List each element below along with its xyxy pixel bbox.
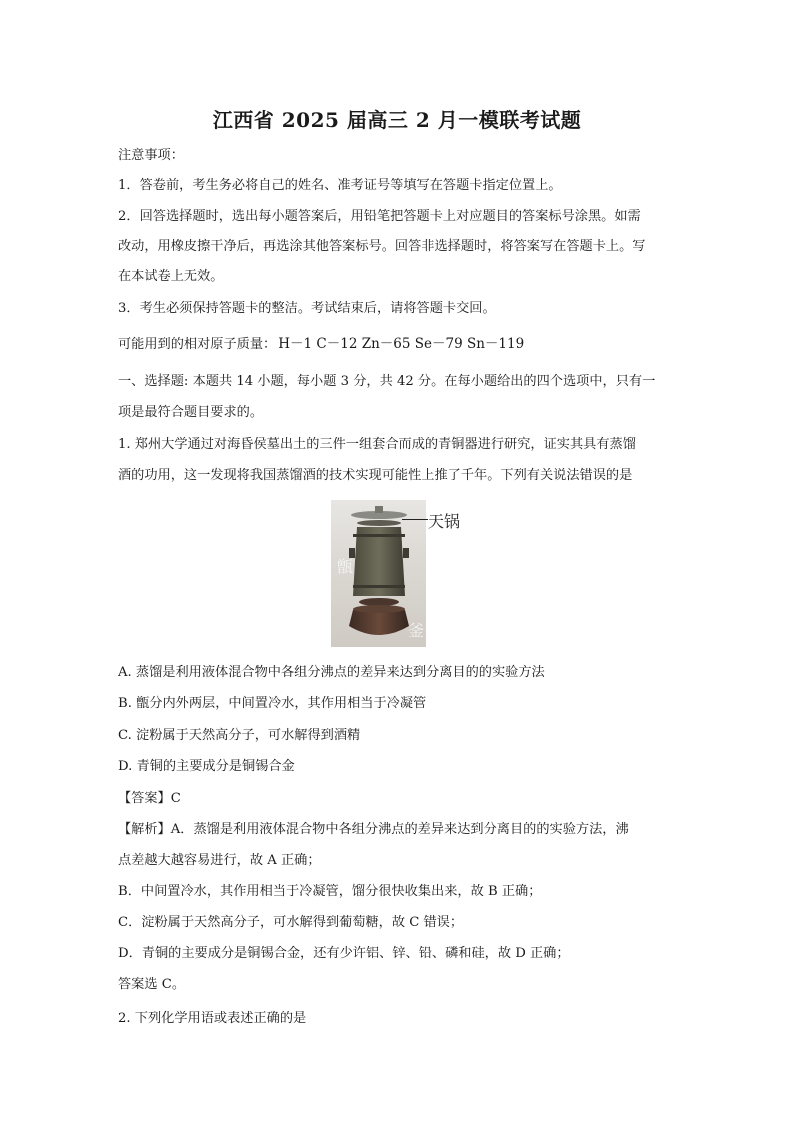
q1-analysis-5: D．青铜的主要成分是铜锡合金，还有少许铝、锌、铅、磷和硅，故 D 正确；	[118, 946, 570, 961]
label-leader-line	[402, 519, 428, 520]
q1-answer: 【答案】C	[118, 791, 181, 806]
q1-option-b: B. 甑分内外两层，中间置冷水，其作用相当于冷凝管	[118, 696, 427, 711]
atomic-masses-formula: H－1 C－12 Zn－65 Se－79 Sn－119	[278, 336, 525, 352]
q1-option-a: A. 蒸馏是利用液体混合物中各组分沸点的差异来达到分离目的的实验方法	[118, 665, 545, 680]
notice-item-3: 3．考生必须保持答题卡的整洁。考试结束后，请将答题卡交回。	[118, 301, 496, 316]
label-fu: 釜	[408, 621, 425, 640]
section-heading-cont: 项是最符合题目要求的。	[118, 405, 264, 420]
label-zeng: 甑	[337, 557, 354, 576]
notice-heading: 注意事项：	[118, 148, 184, 163]
q1-stem-line2: 酒的功用，这一发现将我国蒸馏酒的技术实现可能性上推了千年。下列有关说法错误的是	[118, 468, 633, 483]
q1-stem-line1: 1. 郑州大学通过对海昏侯墓出土的三件一组套合而成的青铜器进行研究，证实其具有蒸馏	[118, 437, 636, 452]
q2-stem: 2. 下列化学用语或表述正确的是	[118, 1011, 307, 1026]
q1-analysis-3: B．中间置冷水，其作用相当于冷凝管，馏分很快收集出来，故 B 正确；	[118, 884, 542, 899]
q1-option-d: D. 青铜的主要成分是铜锡合金	[118, 759, 295, 774]
q1-analysis-2: 点差越大越容易进行，故 A 正确；	[118, 853, 321, 868]
notice-item-2: 2．回答选择题时，选出每小题答案后，用铅笔把答题卡上对应题目的答案标号涂黑。如需	[118, 209, 641, 224]
q1-analysis-6: 答案选 C。	[118, 977, 186, 992]
q1-option-c: C. 淀粉属于天然高分子，可水解得到酒精	[118, 728, 361, 743]
atomic-masses	[118, 334, 688, 355]
q1-analysis-4: C．淀粉属于天然高分子，可水解得到葡萄糖，故 C 错误；	[118, 915, 464, 930]
atomic-masses-label: 可能用到的相对原子质量：	[118, 337, 277, 352]
label-tianguo: 天锅	[428, 512, 461, 531]
notice-item-2-end: 在本试卷上无效。	[118, 269, 224, 284]
exam-title: 江西省 2025 届高三 2 月一模联考试题	[212, 108, 582, 132]
notice-item-2-cont: 改动，用橡皮擦干净后，再选涂其他答案标号。回答非选择题时，将答案写在答题卡上。写	[118, 239, 646, 254]
q1-analysis-1: 【解析】A．蒸馏是利用液体混合物中各组分沸点的差异来达到分离目的的实验方法，沸	[118, 822, 629, 837]
notice-item-1: 1．答卷前，考生务必将自己的姓名、准考证号等填写在答题卡指定位置上。	[118, 178, 562, 193]
section-heading: 一、选择题: 本题共 14 小题，每小题 3 分，共 42 分。在每小题给出的四个选项中，只有一	[118, 374, 656, 389]
